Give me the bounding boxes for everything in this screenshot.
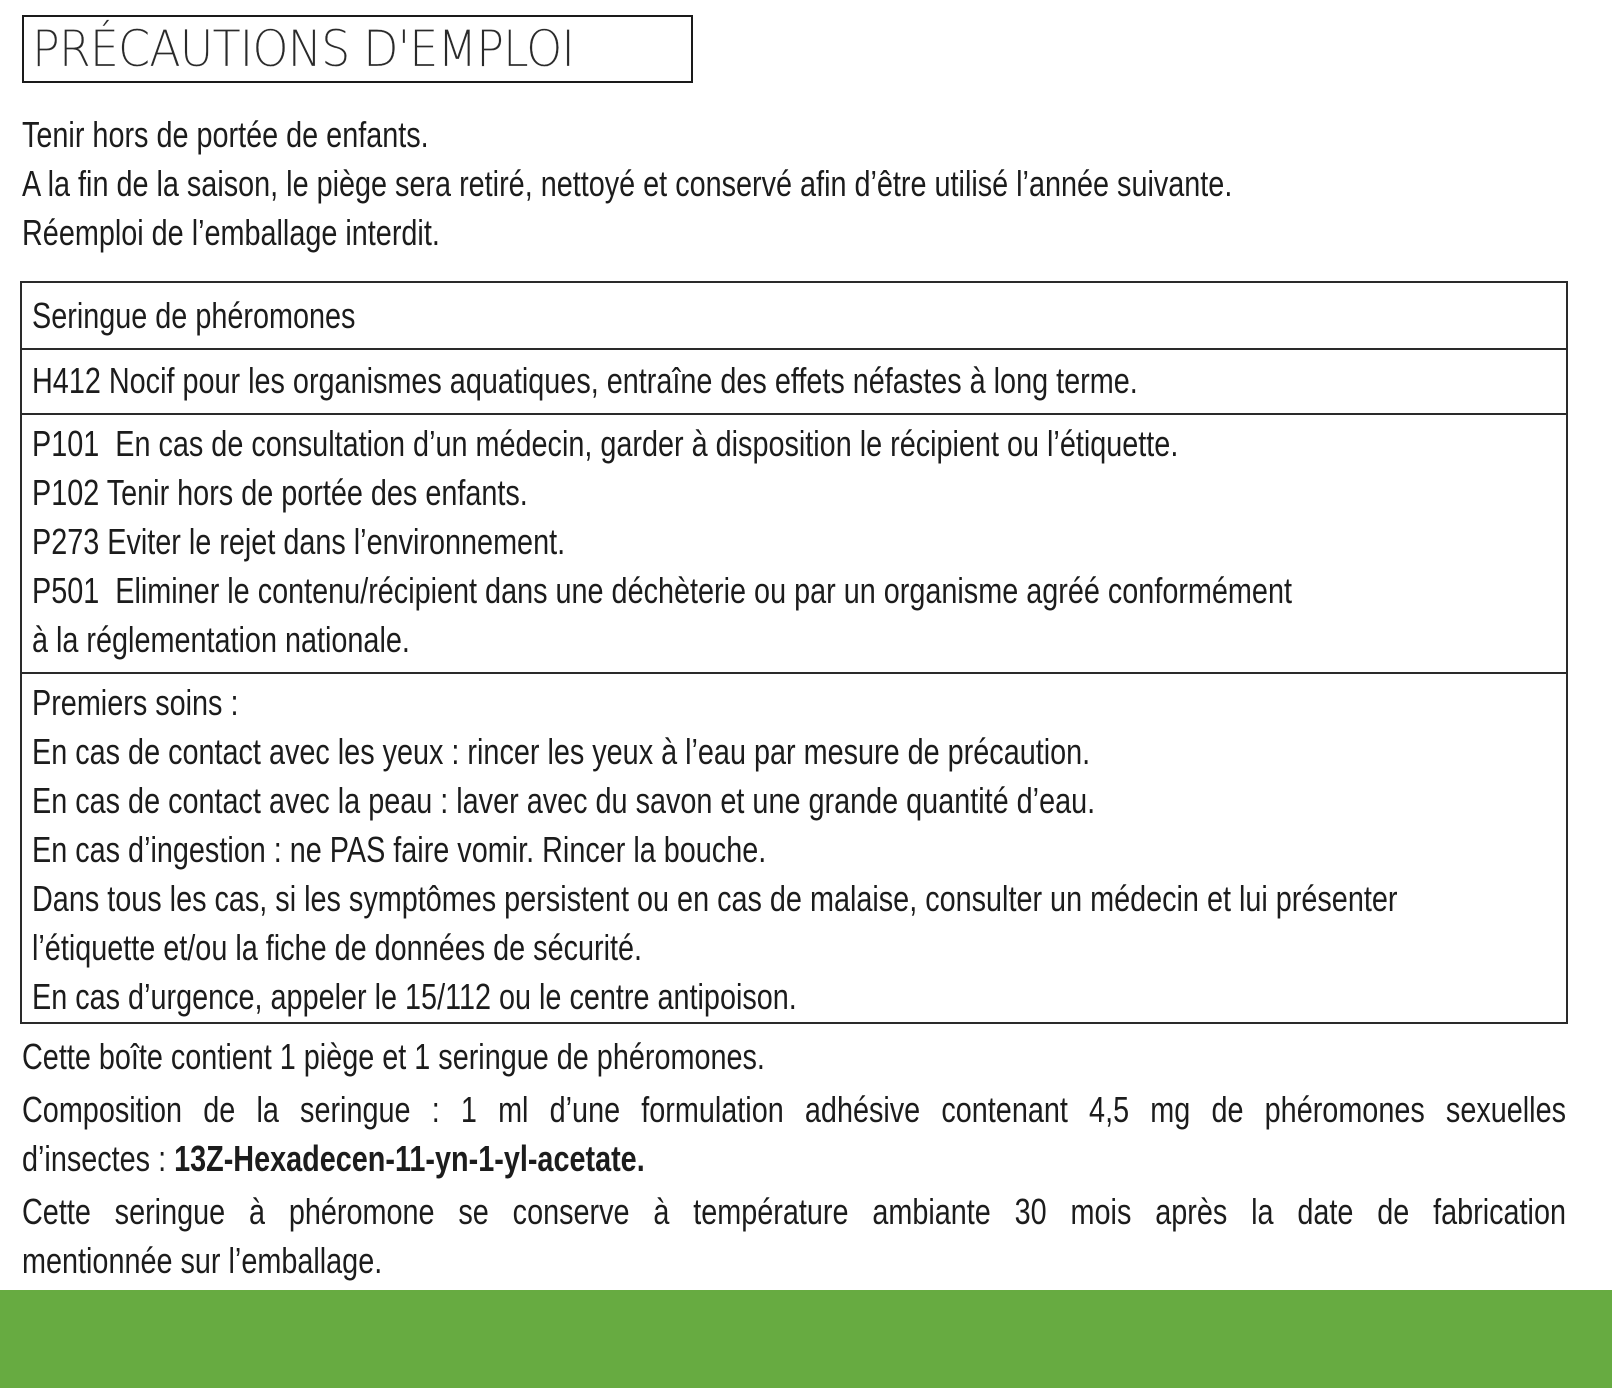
- precaution-statement: P501 Eliminer le contenu/récipient dans une déchèterie ou par un organisme agréé conformément: [32, 570, 1292, 611]
- composition-line-2: [22, 1134, 1566, 1183]
- intro-line: Réemploi de l’emballage interdit.: [22, 212, 440, 253]
- precaution-statement: P273 Eviter le rejet dans l’environnement.: [32, 521, 566, 562]
- precaution-statement-continued: à la réglementation nationale.: [32, 619, 410, 660]
- product-info: [22, 1032, 1612, 1285]
- table-row-precautions: [22, 415, 1566, 674]
- first-aid-line: l’étiquette et/ou la fiche de données de sécurité.: [32, 927, 643, 968]
- first-aid-block: [32, 678, 1397, 1021]
- first-aid-heading: Premiers soins :: [32, 682, 239, 723]
- first-aid-line: En cas d’ingestion : ne PAS faire vomir. Rincer la bouche.: [32, 829, 767, 870]
- composition-line: [22, 1085, 1566, 1134]
- box-contents-text: Cette boîte contient 1 piège et 1 seringue de phéromones.: [22, 1036, 765, 1077]
- section-title-box: [22, 15, 693, 83]
- first-aid-line: En cas d’urgence, appeler le 15/112 ou le centre antipoison.: [32, 976, 797, 1017]
- section-title: PRÉCAUTIONS D'EMPLOI: [32, 20, 575, 78]
- footer-green-bar: [0, 1290, 1612, 1388]
- intro-line: A la fin de la saison, le piège sera retiré, nettoyé et conservé afin d’être utilisé l’année suivante.: [22, 163, 1233, 204]
- precaution-statement: P101 En cas de consultation d’un médecin, garder à disposition le récipient ou l’étiquette.: [32, 423, 1179, 464]
- safety-table: [20, 281, 1568, 1024]
- intro-line: Tenir hors de portée de enfants.: [22, 114, 429, 155]
- intro-paragraph: [22, 110, 1535, 257]
- composition-prefix: d’insectes :: [22, 1138, 175, 1179]
- table-row-product: [22, 283, 1566, 350]
- storage-line: [22, 1187, 1566, 1236]
- storage-line-2: mentionnée sur l’emballage.: [22, 1240, 383, 1281]
- precaution-statement: P102 Tenir hors de portée des enfants.: [32, 472, 528, 513]
- table-row-hazard: [22, 350, 1566, 415]
- active-substance: 13Z-Hexadecen-11-yn-1-yl-acetate.: [174, 1138, 645, 1179]
- first-aid-line: En cas de contact avec la peau : laver avec du savon et une grande quantité d’eau.: [32, 780, 1096, 821]
- product-name: Seringue de phéromones: [32, 295, 356, 336]
- hazard-statement: H412 Nocif pour les organismes aquatiques, entraîne des effets néfastes à long terme.: [32, 360, 1138, 401]
- composition-text: Composition de la seringue : 1 ml d’une formulation adhésive contenant 4,5 mg de phéromones sexuelles: [22, 1089, 1566, 1130]
- precaution-list: [32, 419, 1292, 664]
- first-aid-line: Dans tous les cas, si les symptômes persistent ou en cas de malaise, consulter un médecin et lui présenter: [32, 878, 1398, 919]
- table-row-first-aid: [22, 674, 1566, 1022]
- first-aid-line: En cas de contact avec les yeux : rincer les yeux à l’eau par mesure de précaution.: [32, 731, 1091, 772]
- storage-text: Cette seringue à phéromone se conserve à température ambiante 30 mois après la date de fabrication: [22, 1191, 1566, 1232]
- box-contents: [22, 1032, 1566, 1285]
